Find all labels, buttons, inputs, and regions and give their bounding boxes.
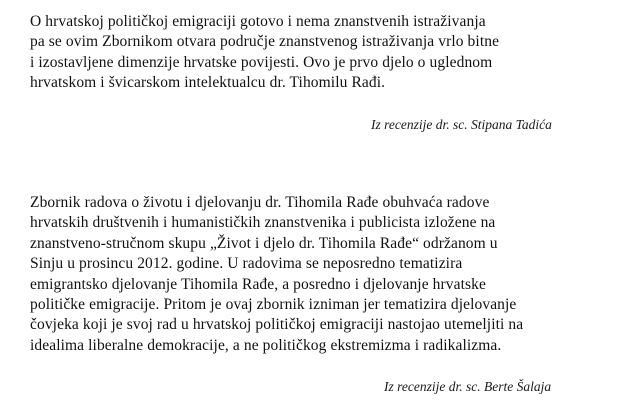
- paragraph-line: hrvatskih društvenih i humanističkih znanstvenika i publicista izložene na: [30, 214, 496, 232]
- paragraph-line: znanstveno-stručnom skupu „Život i djelo dr. Tihomila Rađe“ održanom u: [30, 234, 498, 252]
- paragraph-line: i izostavljene dimenzije hrvatske povijesti. Ovo je prvo djelo o uglednom: [30, 53, 493, 71]
- paragraph-line: pa se ovim Zbornikom otvara područje znanstvenog istraživanja vrlo bitne: [30, 33, 500, 51]
- paragraph-line: čovjeka koji je svoj rad u hrvatskoj političkoj emigraciji nastojao utemeljiti na: [30, 316, 524, 334]
- review-attribution-2: Iz recenzije dr. sc. Berte Šalaja: [384, 379, 552, 394]
- paragraph-line: O hrvatskoj političkoj emigraciji gotovo i nema znanstvenih istraživanja: [30, 13, 486, 30]
- paragraph-line: političke emigracije. Pritom je ovaj zbornik izniman jer tematizira djelovanje: [30, 296, 517, 314]
- review-attribution-1: Iz recenzije dr. sc. Stipana Tadića: [371, 117, 552, 132]
- paragraph-line: idealima liberalne demokracije, a ne političkog ekstremizma i radikalizma.: [30, 336, 502, 354]
- paragraph-line: hrvatskom i švicarskom intelektualcu dr. Tihomilu Rađi.: [30, 74, 386, 92]
- review-paragraph-1: [30, 12, 610, 94]
- review-paragraph-2: [30, 193, 610, 356]
- paragraph-line: Zbornik radova o životu i djelovanju dr. Tihomila Rađe obuhvaća radove: [30, 194, 490, 211]
- paragraph-line: emigrantsko djelovanje Tihomila Rađe, a posredno i djelovanje hrvatske: [30, 275, 486, 293]
- paragraph-line: Sinju u prosincu 2012. godine. U radovima se neposredno tematizira: [30, 255, 463, 273]
